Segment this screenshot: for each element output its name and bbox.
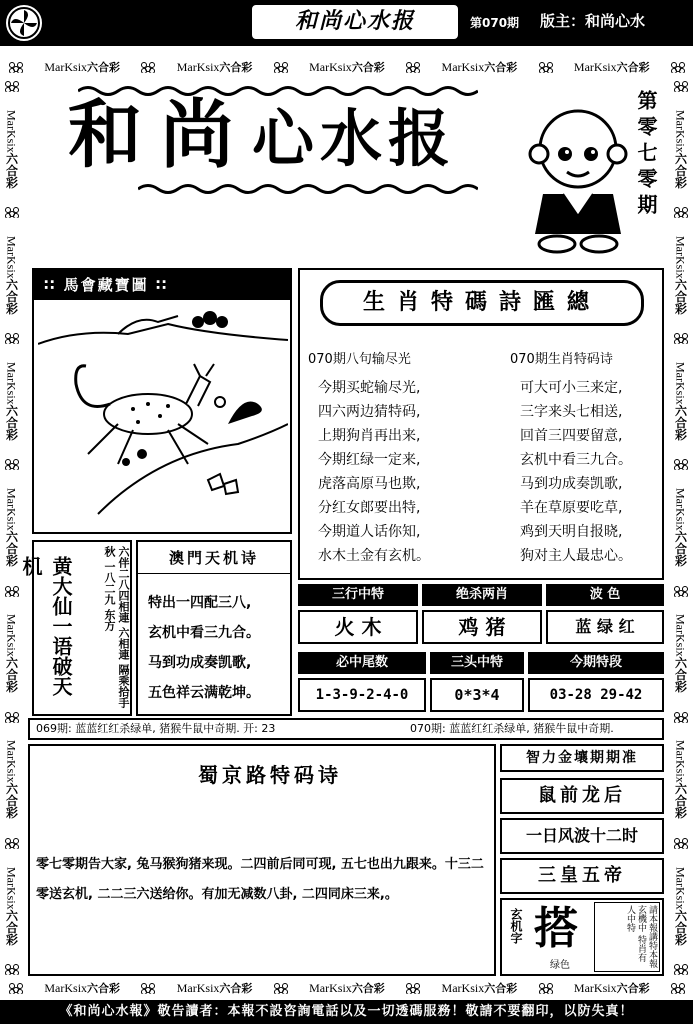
- brand-latin: MarKsix: [176, 981, 220, 995]
- prediction-table-2: [298, 652, 664, 714]
- huangdaxian-title: 黄大仙一语破天机: [19, 556, 73, 696]
- brand-latin: MarKsix: [673, 109, 688, 153]
- brand-cn: 六合彩: [4, 278, 19, 315]
- brand-label: [4, 867, 20, 946]
- table-cell: 0*3*4: [430, 678, 524, 712]
- flower-icon: [4, 585, 20, 597]
- flower-icon: [673, 963, 689, 975]
- right-col-row-2: 鼠前龙后: [500, 778, 664, 814]
- flower-icon: [673, 80, 689, 92]
- brand-border-left: [4, 80, 20, 975]
- macau-poem-line: 特出一四配三八,: [148, 595, 252, 611]
- poem-line: 玄机中看三九合。: [520, 452, 632, 468]
- brand-latin: MarKsix: [673, 866, 688, 910]
- history-strip: [28, 718, 664, 740]
- flower-icon: [405, 982, 421, 994]
- brand-latin: MarKsix: [4, 235, 19, 279]
- vine-decoration-icon: [138, 182, 478, 196]
- brand-latin: MarKsix: [673, 488, 688, 531]
- poem-line: 上期狗肖再出来,: [318, 428, 421, 444]
- brand-latin: MarKsix: [176, 60, 220, 74]
- brand-label: [4, 236, 20, 315]
- brand-label: [673, 110, 689, 189]
- hint-label: 玄机字: [509, 908, 523, 944]
- logo-icon: [4, 3, 44, 43]
- top-issue: 第070期: [470, 16, 520, 30]
- macau-poem-lines: [148, 588, 260, 708]
- brand-latin: MarKsix: [4, 109, 19, 153]
- flower-icon: [4, 837, 20, 849]
- brand-cn: 六合彩: [4, 152, 19, 189]
- brand-label: [4, 362, 20, 441]
- history-current: 070期: 蓝蓝红红杀绿单, 猪猴牛鼠中奇期.: [410, 722, 614, 735]
- brand-cn: 六合彩: [4, 530, 19, 567]
- flower-icon: [673, 585, 689, 597]
- poem-line: 今期买蛇输尽光,: [318, 380, 421, 396]
- flower-icon: [670, 982, 686, 994]
- brand-cn: 六合彩: [484, 982, 518, 995]
- brand-border-bottom: [8, 978, 686, 998]
- flower-icon: [4, 458, 20, 470]
- brand-latin: MarKsix: [4, 740, 19, 784]
- brand-label: [177, 59, 253, 75]
- brand-cn: 六合彩: [673, 656, 688, 693]
- brand-cn: 六合彩: [616, 61, 650, 74]
- brand-cn: 六合彩: [351, 982, 385, 995]
- masthead-char-2: 尚: [160, 92, 252, 178]
- hint-sub: 绿色: [550, 960, 570, 971]
- brand-label: [442, 59, 518, 75]
- deer-illustration-icon: [38, 304, 288, 530]
- brand-latin: MarKsix: [4, 362, 19, 405]
- table-header: 今期特段: [528, 652, 664, 674]
- flower-icon: [273, 61, 289, 73]
- brand-latin: MarKsix: [4, 866, 19, 910]
- hint-character-box: [500, 898, 664, 976]
- brand-cn: 六合彩: [4, 404, 19, 441]
- brand-label: [4, 740, 20, 819]
- flower-icon: [673, 332, 689, 344]
- poem-right: [510, 348, 680, 568]
- flower-icon: [4, 711, 20, 723]
- brand-cn: 六合彩: [673, 783, 688, 820]
- right-col-row-3: 一日风波十二时: [500, 818, 664, 854]
- poem-line: 狗对主人最忠心。: [520, 548, 632, 564]
- brand-label: [177, 980, 253, 996]
- right-col-row-4: 三皇五帝: [500, 858, 664, 894]
- macau-poem-line: 马到功成奏凯歌,: [148, 655, 252, 671]
- brand-latin: MarKsix: [573, 981, 617, 995]
- brand-cn: 六合彩: [87, 61, 121, 74]
- brand-latin: MarKsix: [573, 60, 617, 74]
- table-header: 三头中特: [430, 652, 524, 674]
- hint-character: 搭: [534, 903, 578, 954]
- flower-icon: [4, 80, 20, 92]
- brand-cn: 六合彩: [616, 982, 650, 995]
- brand-cn: 六合彩: [4, 783, 19, 820]
- poem-line: 羊在草原要吃草,: [520, 500, 623, 516]
- brand-latin: MarKsix: [673, 235, 688, 279]
- poem-line: 分红女郎要出特,: [318, 500, 421, 516]
- brand-border-top: [8, 57, 686, 77]
- poem-left-head: 070期八句输尽光: [308, 352, 411, 367]
- brand-latin: MarKsix: [44, 60, 88, 74]
- brand-latin: MarKsix: [4, 614, 19, 657]
- masthead-char-rest: 心水报: [252, 102, 457, 175]
- brand-label: [673, 614, 689, 693]
- brand-latin: MarKsix: [44, 981, 88, 995]
- poem-line: 今期道人话你知,: [318, 524, 421, 540]
- poem-line: 三字来头七相送,: [520, 404, 623, 420]
- brand-label: [309, 980, 385, 996]
- poem-line: 鸡到天明自报晓,: [520, 524, 623, 540]
- poem-line: 虎落高原马也欺,: [318, 476, 421, 492]
- brand-label: [673, 236, 689, 315]
- brand-latin: MarKsix: [441, 60, 485, 74]
- flower-icon: [538, 61, 554, 73]
- brand-cn: 六合彩: [673, 152, 688, 189]
- right-col-row-1: 智力金壤期期准: [500, 744, 664, 772]
- history-previous: 069期: 蓝蓝红红杀绿单, 猪猴牛鼠中奇期. 开: 23: [36, 722, 276, 735]
- treasure-map-box: [32, 268, 292, 534]
- flower-icon: [140, 61, 156, 73]
- story-title: 蜀京路特码诗: [198, 763, 342, 787]
- brand-cn: 六合彩: [673, 404, 688, 441]
- flower-icon: [8, 61, 24, 73]
- flower-icon: [8, 982, 24, 994]
- poem-left: [308, 348, 478, 568]
- macau-poem-title: 澳門天机诗: [138, 542, 290, 574]
- table-cell: 鸡 猪: [422, 610, 542, 644]
- huangdaxian-text: 六伴二八四相連 六相連 隔乘拾手秋 一八二九 东方: [103, 546, 130, 708]
- flower-icon: [4, 963, 20, 975]
- brand-latin: MarKsix: [309, 60, 352, 74]
- flower-icon: [670, 61, 686, 73]
- brand-cn: 六合彩: [673, 530, 688, 567]
- poem-line: 四六两边猜特码,: [318, 404, 421, 420]
- brand-cn: 六合彩: [673, 909, 688, 946]
- table-cell: 03-28 29-42: [528, 678, 664, 712]
- zodiac-poem-banner: 生肖特碼詩匯總: [320, 280, 644, 326]
- top-title: 和尚心水报: [250, 3, 460, 41]
- masthead-title: [68, 90, 456, 184]
- prediction-table-1: [298, 584, 664, 646]
- brand-latin: MarKsix: [673, 740, 688, 784]
- poem-right-head: 070期生肖特码诗: [510, 352, 613, 367]
- flower-icon: [673, 711, 689, 723]
- masthead: [28, 82, 664, 262]
- table-header: 绝杀两肖: [422, 584, 542, 606]
- brand-label: [4, 110, 20, 189]
- macau-poem-line: 五色祥云满乾坤。: [148, 685, 260, 701]
- brand-label: [673, 867, 689, 946]
- table-header: 波 色: [546, 584, 664, 606]
- top-owner: 版主：和尚心水: [540, 12, 646, 30]
- brand-label: [574, 980, 650, 996]
- brand-cn: 六合彩: [351, 61, 385, 74]
- brand-label: [309, 59, 385, 75]
- poem-line: 今期红绿一定来,: [318, 452, 421, 468]
- brand-cn: 六合彩: [219, 982, 253, 995]
- story-box: [28, 744, 496, 976]
- brand-latin: MarKsix: [4, 488, 19, 531]
- footer-notice: 《和尚心水報》敬告讀者：本報不設咨詢電話以及一切透碼服務！敬請不要翻印，以防失真！: [0, 1000, 693, 1024]
- masthead-char-1: 和: [68, 92, 160, 178]
- issue-vertical: 第零七零期: [634, 90, 658, 220]
- table-cell: 1-3-9-2-4-0: [298, 678, 426, 712]
- flower-icon: [538, 982, 554, 994]
- flower-icon: [4, 206, 20, 218]
- treasure-map-title: ∷ 馬會藏寶圖 ∷: [34, 270, 290, 300]
- flower-icon: [140, 982, 156, 994]
- brand-cn: 六合彩: [484, 61, 518, 74]
- zodiac-poem-box: [298, 268, 664, 580]
- flower-icon: [273, 982, 289, 994]
- brand-cn: 六合彩: [219, 61, 253, 74]
- huangdaxian-box: [19, 540, 132, 716]
- brand-label: [44, 59, 120, 75]
- brand-cn: 六合彩: [4, 909, 19, 946]
- brand-latin: MarKsix: [673, 614, 688, 657]
- brand-label: [44, 980, 120, 996]
- poem-line: 马到功成奏凯歌,: [520, 476, 623, 492]
- brand-latin: MarKsix: [441, 981, 485, 995]
- brand-latin: MarKsix: [673, 362, 688, 405]
- right-column: [500, 744, 664, 976]
- brand-latin: MarKsix: [309, 981, 352, 995]
- brand-label: [442, 980, 518, 996]
- brand-cn: 六合彩: [673, 278, 688, 315]
- brand-label: [673, 740, 689, 819]
- brand-label: [574, 59, 650, 75]
- poem-line: 可大可小三来定,: [520, 380, 623, 396]
- brand-cn: 六合彩: [4, 656, 19, 693]
- table-cell: 火 木: [298, 610, 418, 644]
- flower-icon: [673, 206, 689, 218]
- flower-icon: [4, 332, 20, 344]
- flower-icon: [405, 61, 421, 73]
- poem-line: 水木土金有玄机。: [318, 548, 430, 564]
- table-header: 必中尾数: [298, 652, 426, 674]
- macau-poem-line: 玄机中看三九合。: [148, 625, 260, 641]
- hint-note: 請本報講特本報玄機中 特肖有人中特: [594, 902, 660, 972]
- poem-line: 回首三四要留意,: [520, 428, 623, 444]
- table-cell: 蓝 绿 红: [546, 610, 664, 644]
- monk-mascot-icon: [523, 94, 633, 259]
- flower-icon: [673, 837, 689, 849]
- macau-poem-box: [136, 540, 292, 716]
- table-header: 三行中特: [298, 584, 418, 606]
- story-text: 零七零期告大家, 兔马猴狗猪来现。二四前后同可现, 五七也出九跟来。十三二零送玄机, 二二三六送给你。有加无减数八卦, 二四同床三来,。: [36, 857, 484, 902]
- brand-cn: 六合彩: [87, 982, 121, 995]
- brand-label: [4, 614, 20, 693]
